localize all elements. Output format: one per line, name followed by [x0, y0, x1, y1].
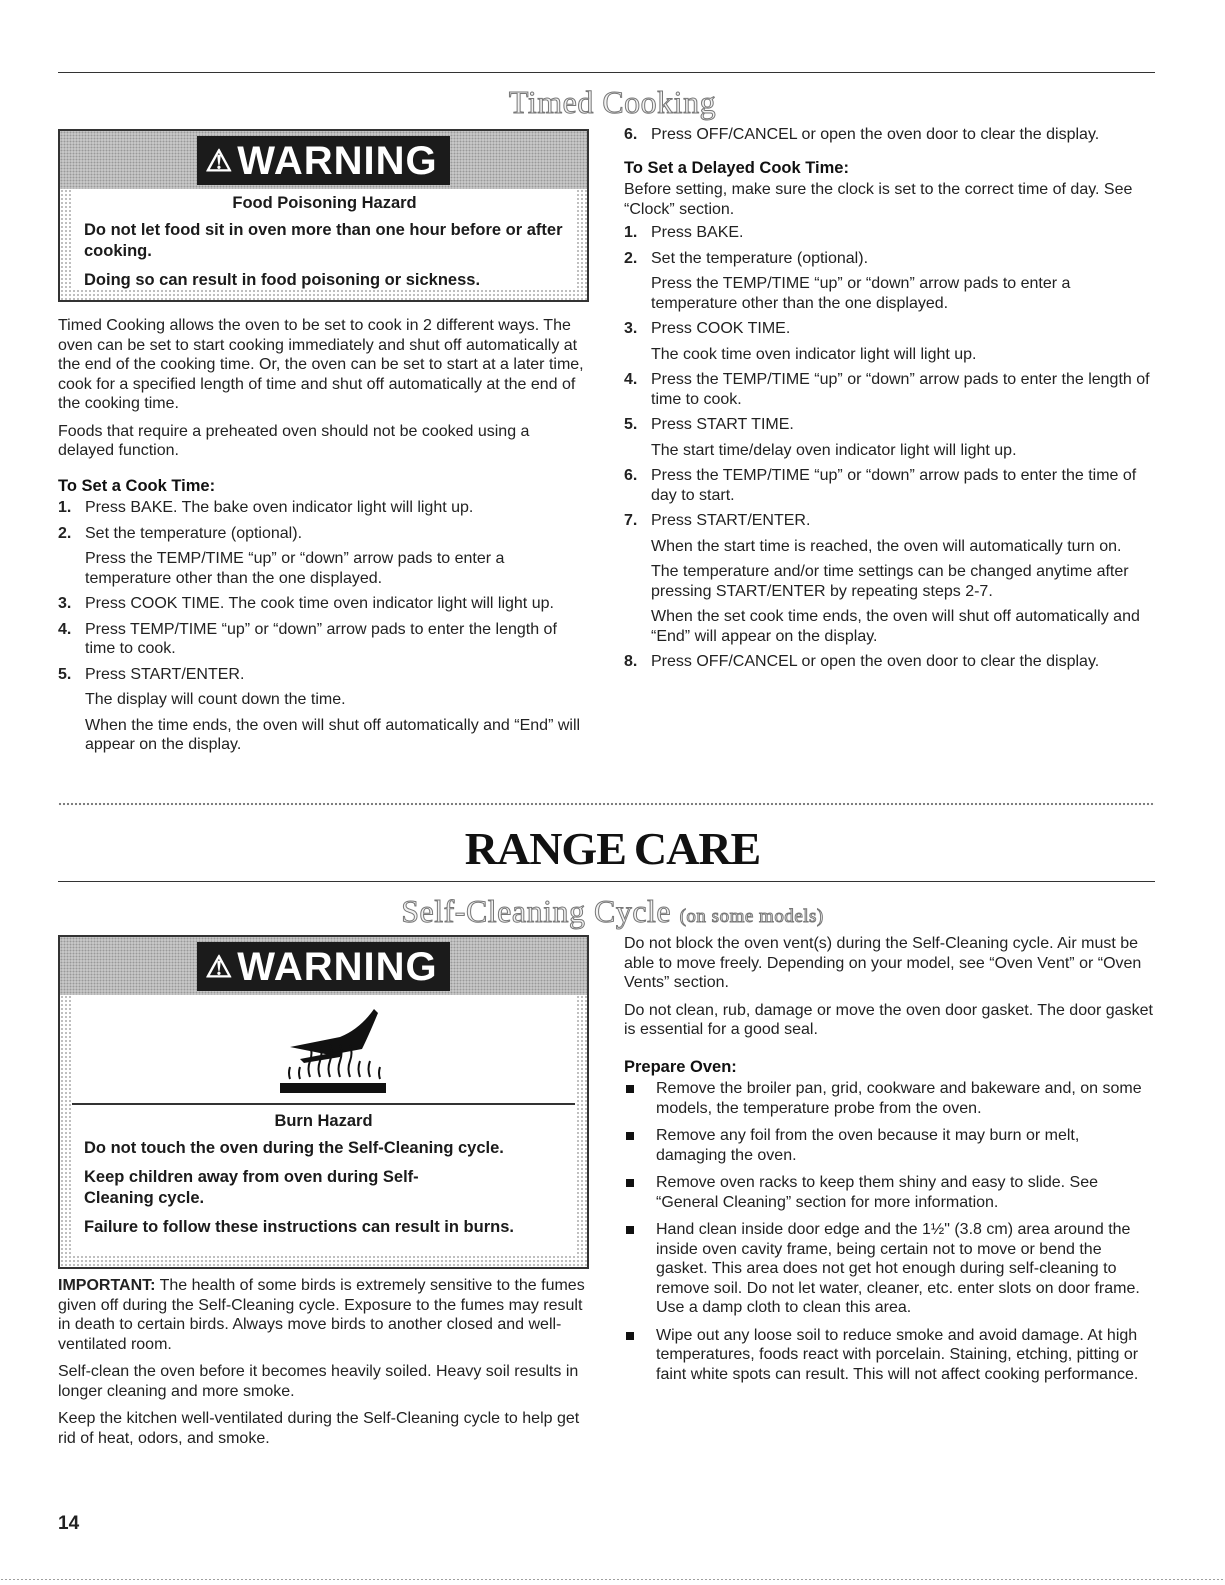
warning-label: WARNING: [237, 138, 438, 183]
step-note: Press the TEMP/TIME “up” or “down” arrow pads to enter a temperature other than the one displayed.: [85, 550, 505, 587]
step-number: 5.: [624, 416, 638, 433]
cook-time-heading: To Set a Cook Time:: [58, 476, 216, 495]
warning-band: [60, 937, 587, 995]
step-number: 7.: [624, 512, 638, 529]
hot-surface-hand-icon: [72, 995, 575, 1105]
self-clean-right-column: [624, 934, 1154, 1392]
prepare-bullet-item: [624, 1079, 1154, 1118]
step-number: 6.: [624, 126, 638, 143]
step-item: [624, 125, 1154, 145]
step-text: Press the TEMP/TIME “up” or “down” arrow pads to enter the time of day to start.: [651, 467, 1137, 504]
bullet-square-icon: [626, 1332, 634, 1340]
section-divider: [58, 802, 1155, 806]
step-note: The cook time oven indicator light will light up.: [651, 345, 977, 363]
step-text: Press START/ENTER.: [651, 512, 811, 529]
bullet-text: Remove any foil from the oven because it may burn or melt, damaging the oven.: [656, 1127, 1080, 1164]
bullet-square-icon: [626, 1179, 634, 1187]
step-text: Press START TIME.: [651, 416, 794, 433]
self-clean-paragraph: Self-clean the oven before it becomes heavily soiled. Heavy soil results in longer cleaning and more smoke.: [58, 1363, 579, 1400]
warning-line: Do not touch the oven during the Self-Cleaning cycle.: [84, 1139, 504, 1157]
important-paragraph: [58, 1276, 588, 1354]
self-clean-left-column: [58, 1276, 588, 1456]
bullet-text: Remove oven racks to keep them shiny and easy to slide. See “General Cleaning” section for more information.: [656, 1174, 1099, 1211]
hazard-title: Food Poisoning Hazard: [232, 194, 417, 212]
step-number: 3.: [624, 320, 638, 337]
step-item: [58, 524, 588, 589]
hazard-title: Burn Hazard: [274, 1112, 373, 1130]
range-care-rule: [58, 881, 1155, 882]
bullet-square-icon: [626, 1132, 634, 1140]
step-item: [624, 249, 1154, 314]
step-text: Press TEMP/TIME “up” or “down” arrow pads to enter the length of time to cook.: [85, 620, 557, 657]
prepare-oven-heading: Prepare Oven:: [624, 1057, 737, 1076]
self-clean-paragraph: Do not clean, rub, damage or move the oven door gasket. The door gasket is essential for a good seal.: [624, 1001, 1153, 1038]
prepare-bullet-item: [624, 1173, 1154, 1212]
step-item: [58, 665, 588, 755]
step-text: Press COOK TIME. The cook time oven indicator light will light up.: [85, 595, 554, 612]
range-care-word: CARE: [633, 823, 761, 874]
warning-label: WARNING: [237, 944, 438, 989]
step-number: 4.: [58, 620, 72, 638]
step-number: 5.: [58, 665, 72, 683]
step-note: When the set cook time ends, the oven will shut off automatically and “End” will appear on the display.: [651, 608, 1140, 645]
bullet-text: Hand clean inside door edge and the 1½" (3.8 cm) area around the inside oven cavity frame, being certain not to move or bend the gasket. This area does not get hot enough during self-cleaning to remove soil. Do not let water, cleaner, etc. enter slots on door frame. Use a damp cloth to clean this area.: [656, 1221, 1140, 1316]
step-note: The temperature and/or time settings can be changed anytime after pressing START/ENTER by repeating steps 2-7.: [651, 563, 1129, 600]
self-clean-paragraph: Do not block the oven vent(s) during the Self-Cleaning cycle. Air must be able to move freely. Depending on your model, see “Oven Vent” or “Oven Vents” section.: [624, 935, 1142, 991]
bottom-edge: [0, 1578, 1225, 1581]
delayed-cook-steps: [624, 223, 1154, 672]
range-care-title: [0, 822, 1225, 875]
step-text: Press BAKE. The bake oven indicator light will light up.: [85, 499, 474, 516]
bullet-text: Wipe out any loose soil to reduce smoke and avoid damage. At high temperatures, foods react with porcelain. Staining, etching, pitting or faint white spots can result. This will not affect cooking performance.: [656, 1326, 1139, 1383]
step-item: [58, 498, 588, 518]
step-text: Press BAKE.: [651, 224, 744, 241]
step-item: [624, 415, 1154, 460]
cook-time-steps-continued: [624, 125, 1154, 145]
step-item: [624, 370, 1154, 409]
step-number: 2.: [624, 249, 638, 267]
self-cleaning-title: Self-Cleaning Cycle: [401, 893, 672, 929]
prepare-bullet-item: [624, 1326, 1154, 1385]
timed-left-column: [58, 316, 588, 761]
warning-line: Do not let food sit in oven more than one hour before or after cooking.: [84, 221, 563, 260]
section-title-self-cleaning: [0, 893, 1225, 930]
timed-right-column: [624, 125, 1154, 678]
top-rule: [58, 72, 1155, 73]
step-text: Set the temperature (optional).: [651, 249, 869, 267]
step-item: [624, 466, 1154, 505]
step-number: 4.: [624, 371, 638, 388]
warning-triangle-icon: ⚠: [205, 950, 234, 984]
prepare-bullet-item: [624, 1220, 1154, 1318]
step-text: Press OFF/CANCEL or open the oven door to clear the display.: [651, 653, 1100, 670]
step-text: Press the TEMP/TIME “up” or “down” arrow pads to enter the length of time to cook.: [651, 371, 1150, 408]
step-number: 1.: [58, 499, 72, 516]
step-number: 6.: [624, 467, 638, 484]
prepare-bullet-item: [624, 1126, 1154, 1165]
range-care-word: RANGE: [464, 823, 626, 874]
warning-line: Keep children away from oven during Self-Cleaning cycle.: [84, 1168, 419, 1207]
step-item: [58, 594, 588, 614]
step-text: Set the temperature (optional).: [85, 524, 303, 542]
bullet-text: Remove the broiler pan, grid, cookware and bakeware and, on some models, the temperature probe from the oven.: [656, 1080, 1142, 1117]
warning-line: Failure to follow these instructions can result in burns.: [84, 1218, 514, 1236]
bullet-square-icon: [626, 1226, 634, 1234]
step-number: 3.: [58, 595, 72, 612]
page-number: 14: [58, 1513, 80, 1534]
step-note: When the time ends, the oven will shut off automatically and “End” will appear on the display.: [85, 716, 581, 753]
step-number: 2.: [58, 524, 72, 542]
food-poisoning-warning-box: [58, 129, 589, 302]
cook-time-steps: [58, 498, 588, 755]
warning-line: Doing so can result in food poisoning or sickness.: [84, 271, 481, 289]
prepare-oven-list: [624, 1079, 1154, 1384]
step-item: [624, 223, 1154, 243]
self-clean-paragraph: Keep the kitchen well-ventilated during the Self-Cleaning cycle to help get rid of heat, odors, and smoke.: [58, 1410, 580, 1447]
important-text: The health of some birds is extremely sensitive to the fumes given off during the Self-Cleaning cycle. Exposure to the fumes may result in death to certain birds. Always move birds to another closed and well-ventilated room.: [58, 1277, 585, 1353]
bullet-square-icon: [626, 1085, 634, 1093]
intro-paragraph: Foods that require a preheated oven should not be cooked using a delayed function.: [58, 422, 530, 459]
step-note: The display will count down the time.: [85, 691, 346, 708]
warning-band: [60, 131, 587, 189]
burn-hazard-warning-box: [58, 935, 589, 1269]
warning-triangle-icon: ⚠: [205, 144, 234, 178]
step-note: The start time/delay oven indicator light will light up.: [651, 441, 1017, 459]
self-cleaning-subtitle: (on some models): [679, 906, 824, 927]
delayed-intro: Before setting, make sure the clock is set to the correct time of day. See “Clock” section.: [624, 181, 1133, 218]
step-item: [624, 319, 1154, 364]
step-text: Press OFF/CANCEL or open the oven door to clear the display.: [651, 126, 1100, 143]
step-text: Press START/ENTER.: [85, 665, 245, 683]
important-label: IMPORTANT:: [58, 1277, 156, 1294]
delayed-cook-heading: To Set a Delayed Cook Time:: [624, 158, 849, 177]
step-item: [624, 511, 1154, 646]
step-note: Press the TEMP/TIME “up” or “down” arrow pads to enter a temperature other than the one displayed.: [651, 275, 1071, 312]
step-item: [624, 652, 1154, 672]
step-number: 1.: [624, 224, 638, 241]
step-text: Press COOK TIME.: [651, 320, 791, 337]
step-note: When the start time is reached, the oven will automatically turn on.: [651, 537, 1122, 555]
step-number: 8.: [624, 653, 638, 670]
step-item: [58, 620, 588, 659]
section-title-timed-cooking: Timed Cooking: [508, 84, 717, 120]
intro-paragraph: Timed Cooking allows the oven to be set to cook in 2 different ways. The oven can be set to start cooking immediately and shut off automatically at the end of the cooking time. Or, the oven can be set to start at a later time, cook for a specified length of time and shut off automatically at the end of the cooking time.: [58, 317, 584, 412]
